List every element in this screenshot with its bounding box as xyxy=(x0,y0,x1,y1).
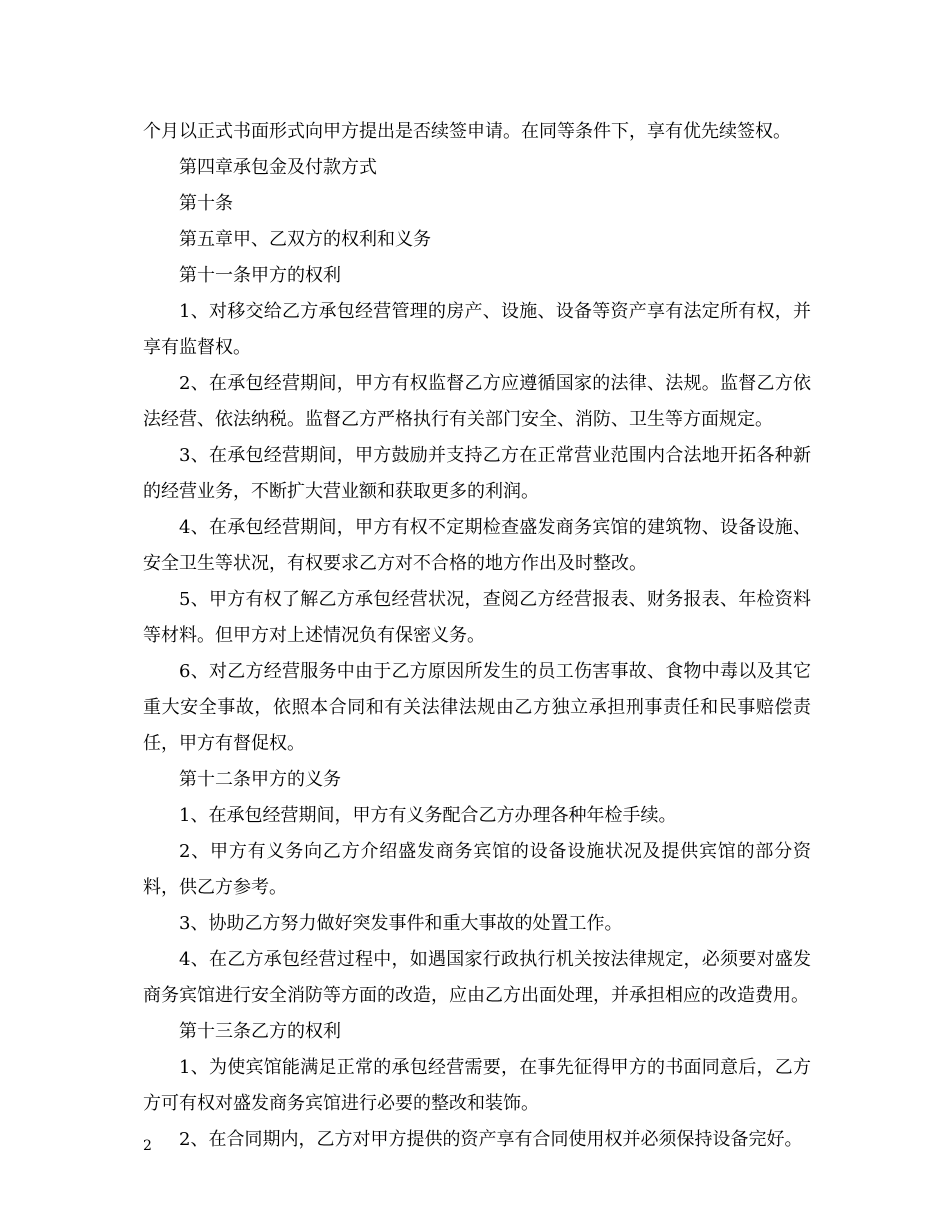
page-number: 2 xyxy=(143,1138,152,1154)
article-12-item-2: 2、甲方有义务向乙方介绍盛发商务宾馆的设备设施状况及提供宾馆的部分资料，供乙方参考。 xyxy=(143,841,811,898)
article-11-heading: 第十一条甲方的权利 xyxy=(179,265,341,286)
article-12-item-4: 4、在乙方承包经营过程中，如遇国家行政执行机关按法律规定，必须要对盛发商务宾馆进行安全消防等方面的改造，应由乙方出面处理，并承担相应的改造费用。 xyxy=(143,949,811,1006)
article-13-item-1: 1、为使宾馆能满足正常的承包经营需要，在事先征得甲方的书面同意后，乙方方可有权对盛发商务宾馆进行必要的整改和装饰。 xyxy=(143,1057,811,1114)
article-12-heading: 第十二条甲方的义务 xyxy=(179,769,341,790)
article-12-item-3: 3、协助乙方努力做好突发事件和重大事故的处置工作。 xyxy=(179,913,623,934)
article-11-item-3: 3、在承包经营期间，甲方鼓励并支持乙方在正常营业范围内合法地开拓各种新的经营业务，不断扩大营业额和获取更多的利润。 xyxy=(143,445,811,502)
chapter-4-heading: 第四章承包金及付款方式 xyxy=(179,157,377,178)
chapter-5-heading: 第五章甲、乙双方的权利和义务 xyxy=(179,229,431,250)
article-11-item-1: 1、对移交给乙方承包经营管理的房产、设施、设备等资产享有法定所有权，并享有监督权。 xyxy=(143,301,811,358)
document-body xyxy=(143,114,811,1158)
article-13-item-2: 2、在合同期内，乙方对甲方提供的资产享有合同使用权并必须保持设备完好。 xyxy=(179,1129,803,1150)
article-11-item-6: 6、对乙方经营服务中由于乙方原因所发生的员工伤害事故、食物中毒以及其它重大安全事故，依照本合同和有关法律法规由乙方独立承担刑事责任和民事赔偿责任，甲方有督促权。 xyxy=(143,661,811,754)
article-11-item-5: 5、甲方有权了解乙方承包经营状况，查阅乙方经营报表、财务报表、年检资料等材料。但甲方对上述情况负有保密义务。 xyxy=(143,589,811,646)
article-13-heading: 第十三条乙方的权利 xyxy=(179,1021,341,1042)
article-12-item-1: 1、在承包经营期间，甲方有义务配合乙方办理各种年检手续。 xyxy=(179,805,677,826)
article-11-item-2: 2、在承包经营期间，甲方有权监督乙方应遵循国家的法律、法规。监督乙方依法经营、依法纳税。监督乙方严格执行有关部门安全、消防、卫生等方面规定。 xyxy=(143,373,811,430)
article-11-item-4: 4、在承包经营期间，甲方有权不定期检查盛发商务宾馆的建筑物、设备设施、安全卫生等状况，有权要求乙方对不合格的地方作出及时整改。 xyxy=(143,517,811,574)
paragraph-continuation: 个月以正式书面形式向甲方提出是否续签申请。在同等条件下，享有优先续签权。 xyxy=(143,121,791,142)
article-10-heading: 第十条 xyxy=(179,193,233,214)
